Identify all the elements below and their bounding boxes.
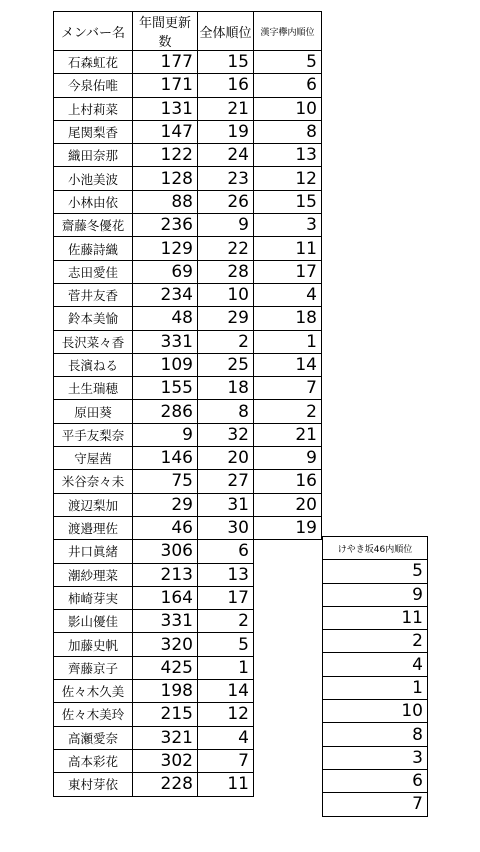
- hiragana-group-rank: 1: [323, 676, 428, 699]
- table-row: [54, 423, 322, 446]
- table-row: [323, 769, 428, 792]
- annual-updates: 320: [133, 633, 198, 656]
- kanji-group-rank: 13: [254, 144, 322, 167]
- annual-updates: 75: [133, 470, 198, 493]
- member-ranking-table: [53, 11, 322, 797]
- overall-rank: 12: [198, 703, 254, 726]
- overall-rank: 30: [198, 516, 254, 539]
- table-row: [54, 703, 322, 726]
- hiragana-group-rank: 3: [323, 746, 428, 769]
- table-row: [54, 610, 322, 633]
- table-row: [54, 633, 322, 656]
- table-row: [54, 307, 322, 330]
- table-row: [323, 653, 428, 676]
- overall-rank: 10: [198, 283, 254, 306]
- annual-updates: 147: [133, 120, 198, 143]
- overall-rank: 2: [198, 610, 254, 633]
- header-overall-rank: 全体順位: [198, 12, 254, 51]
- kanji-group-rank: 3: [254, 214, 322, 237]
- table-row: [54, 773, 322, 796]
- overall-rank: 27: [198, 470, 254, 493]
- table-row: [54, 120, 322, 143]
- kanji-group-rank: 2: [254, 400, 322, 423]
- member-name: 尾関梨香: [54, 120, 133, 143]
- member-name: 潮紗理菜: [54, 563, 133, 586]
- member-name: 平手友梨奈: [54, 423, 133, 446]
- table-row: [54, 144, 322, 167]
- annual-updates: 155: [133, 377, 198, 400]
- empty-cell: [254, 773, 322, 796]
- member-name: 米谷奈々未: [54, 470, 133, 493]
- member-name: 志田愛佳: [54, 260, 133, 283]
- empty-cell: [254, 586, 322, 609]
- empty-cell: [254, 563, 322, 586]
- overall-rank: 28: [198, 260, 254, 283]
- header-row: [323, 537, 428, 560]
- annual-updates: 164: [133, 586, 198, 609]
- overall-rank: 2: [198, 330, 254, 353]
- annual-updates: 129: [133, 237, 198, 260]
- annual-updates: 215: [133, 703, 198, 726]
- member-name: 佐藤詩織: [54, 237, 133, 260]
- annual-updates: 425: [133, 656, 198, 679]
- kanji-group-rank: 14: [254, 353, 322, 376]
- overall-rank: 14: [198, 680, 254, 703]
- annual-updates: 69: [133, 260, 198, 283]
- table-row: [54, 516, 322, 539]
- kanji-group-rank: 15: [254, 190, 322, 213]
- overall-rank: 7: [198, 749, 254, 772]
- annual-updates: 306: [133, 540, 198, 563]
- hiragana-group-rank: 7: [323, 793, 428, 816]
- kanji-group-rank: 11: [254, 237, 322, 260]
- member-name: 渡辺梨加: [54, 493, 133, 516]
- table-row: [54, 283, 322, 306]
- annual-updates: 286: [133, 400, 198, 423]
- annual-updates: 213: [133, 563, 198, 586]
- empty-cell: [254, 656, 322, 679]
- kanji-group-rank: 21: [254, 423, 322, 446]
- table-row: [54, 190, 322, 213]
- kanji-group-rank: 12: [254, 167, 322, 190]
- annual-updates: 302: [133, 749, 198, 772]
- member-name: 井口眞緒: [54, 540, 133, 563]
- table-row: [54, 447, 322, 470]
- kanji-group-rank: 20: [254, 493, 322, 516]
- member-name: 石森虹花: [54, 51, 133, 74]
- kanji-group-rank: 17: [254, 260, 322, 283]
- annual-updates: 228: [133, 773, 198, 796]
- table-row: [323, 723, 428, 746]
- hiragana-group-rank: 5: [323, 560, 428, 583]
- hiragana-rank-table: [322, 536, 428, 817]
- member-name: 土生瑞穂: [54, 377, 133, 400]
- annual-updates: 171: [133, 74, 198, 97]
- kanji-group-rank: 5: [254, 51, 322, 74]
- table-row: [323, 630, 428, 653]
- overall-rank: 4: [198, 726, 254, 749]
- annual-updates: 29: [133, 493, 198, 516]
- empty-cell: [254, 540, 322, 563]
- overall-rank: 17: [198, 586, 254, 609]
- overall-rank: 24: [198, 144, 254, 167]
- member-name: 長沢菜々香: [54, 330, 133, 353]
- empty-cell: [254, 703, 322, 726]
- kanji-group-rank: 19: [254, 516, 322, 539]
- member-name: 佐々木久美: [54, 680, 133, 703]
- table-row: [54, 74, 322, 97]
- member-name: 鈴本美愉: [54, 307, 133, 330]
- member-name: 加藤史帆: [54, 633, 133, 656]
- overall-rank: 26: [198, 190, 254, 213]
- header-name: メンバー名: [54, 12, 133, 51]
- overall-rank: 18: [198, 377, 254, 400]
- overall-rank: 9: [198, 214, 254, 237]
- table-row: [323, 560, 428, 583]
- table-row: [54, 470, 322, 493]
- table-row: [54, 237, 322, 260]
- kanji-group-rank: 18: [254, 307, 322, 330]
- table-row: [323, 746, 428, 769]
- empty-cell: [254, 749, 322, 772]
- table-row: [54, 586, 322, 609]
- overall-rank: 29: [198, 307, 254, 330]
- hiragana-group-rank: 4: [323, 653, 428, 676]
- member-name: 小林由依: [54, 190, 133, 213]
- hiragana-group-rank: 11: [323, 606, 428, 629]
- annual-updates: 331: [133, 610, 198, 633]
- member-name: 今泉佑唯: [54, 74, 133, 97]
- annual-updates: 128: [133, 167, 198, 190]
- table-row: [323, 700, 428, 723]
- header-kanji-rank: 漢字欅内順位: [254, 12, 322, 51]
- table-row: [54, 656, 322, 679]
- overall-rank: 11: [198, 773, 254, 796]
- annual-updates: 198: [133, 680, 198, 703]
- member-name: 齊藤京子: [54, 656, 133, 679]
- annual-updates: 109: [133, 353, 198, 376]
- overall-rank: 1: [198, 656, 254, 679]
- member-name: 織田奈那: [54, 144, 133, 167]
- member-name: 佐々木美玲: [54, 703, 133, 726]
- overall-rank: 13: [198, 563, 254, 586]
- table-row: [54, 749, 322, 772]
- table-row: [54, 377, 322, 400]
- overall-rank: 8: [198, 400, 254, 423]
- overall-rank: 16: [198, 74, 254, 97]
- header-updates: 年間更新数: [133, 12, 198, 51]
- member-name: 高瀬愛奈: [54, 726, 133, 749]
- overall-rank: 6: [198, 540, 254, 563]
- annual-updates: 321: [133, 726, 198, 749]
- table-row: [54, 493, 322, 516]
- table-row: [323, 793, 428, 816]
- annual-updates: 46: [133, 516, 198, 539]
- table-row: [54, 540, 322, 563]
- table-row: [54, 167, 322, 190]
- member-name: 小池美波: [54, 167, 133, 190]
- hiragana-group-rank: 6: [323, 769, 428, 792]
- overall-rank: 23: [198, 167, 254, 190]
- kanji-group-rank: 10: [254, 97, 322, 120]
- empty-cell: [254, 680, 322, 703]
- empty-cell: [254, 610, 322, 633]
- hiragana-group-rank: 9: [323, 583, 428, 606]
- annual-updates: 48: [133, 307, 198, 330]
- member-name: 高本彩花: [54, 749, 133, 772]
- overall-rank: 19: [198, 120, 254, 143]
- member-name: 齋藤冬優花: [54, 214, 133, 237]
- kanji-group-rank: 1: [254, 330, 322, 353]
- member-name: 原田葵: [54, 400, 133, 423]
- header-hiragana-rank: けやき坂46内順位: [323, 537, 428, 560]
- table-row: [54, 330, 322, 353]
- table-row: [54, 51, 322, 74]
- annual-updates: 88: [133, 190, 198, 213]
- hiragana-group-rank: 2: [323, 630, 428, 653]
- member-name: 長濱ねる: [54, 353, 133, 376]
- table-row: [323, 583, 428, 606]
- table-row: [54, 97, 322, 120]
- annual-updates: 177: [133, 51, 198, 74]
- empty-cell: [254, 726, 322, 749]
- table-row: [54, 400, 322, 423]
- annual-updates: 234: [133, 283, 198, 306]
- kanji-group-rank: 16: [254, 470, 322, 493]
- member-name: 守屋茜: [54, 447, 133, 470]
- annual-updates: 146: [133, 447, 198, 470]
- kanji-group-rank: 7: [254, 377, 322, 400]
- table-row: [54, 214, 322, 237]
- overall-rank: 22: [198, 237, 254, 260]
- overall-rank: 5: [198, 633, 254, 656]
- table-row: [54, 353, 322, 376]
- kanji-group-rank: 8: [254, 120, 322, 143]
- kanji-group-rank: 6: [254, 74, 322, 97]
- overall-rank: 25: [198, 353, 254, 376]
- annual-updates: 131: [133, 97, 198, 120]
- overall-rank: 20: [198, 447, 254, 470]
- annual-updates: 122: [133, 144, 198, 167]
- member-name: 柿崎芽実: [54, 586, 133, 609]
- table-row: [54, 563, 322, 586]
- member-name: 東村芽依: [54, 773, 133, 796]
- overall-rank: 21: [198, 97, 254, 120]
- table-row: [54, 680, 322, 703]
- overall-rank: 31: [198, 493, 254, 516]
- member-name: 上村莉菜: [54, 97, 133, 120]
- table-row: [54, 260, 322, 283]
- header-row: [54, 12, 322, 51]
- kanji-group-rank: 9: [254, 447, 322, 470]
- hiragana-group-rank: 10: [323, 700, 428, 723]
- table-row: [323, 676, 428, 699]
- member-name: 渡邉理佐: [54, 516, 133, 539]
- member-name: 影山優佳: [54, 610, 133, 633]
- kanji-group-rank: 4: [254, 283, 322, 306]
- empty-cell: [254, 633, 322, 656]
- annual-updates: 331: [133, 330, 198, 353]
- overall-rank: 15: [198, 51, 254, 74]
- hiragana-group-rank: 8: [323, 723, 428, 746]
- annual-updates: 236: [133, 214, 198, 237]
- table-row: [54, 726, 322, 749]
- table-row: [323, 606, 428, 629]
- member-name: 菅井友香: [54, 283, 133, 306]
- annual-updates: 9: [133, 423, 198, 446]
- overall-rank: 32: [198, 423, 254, 446]
